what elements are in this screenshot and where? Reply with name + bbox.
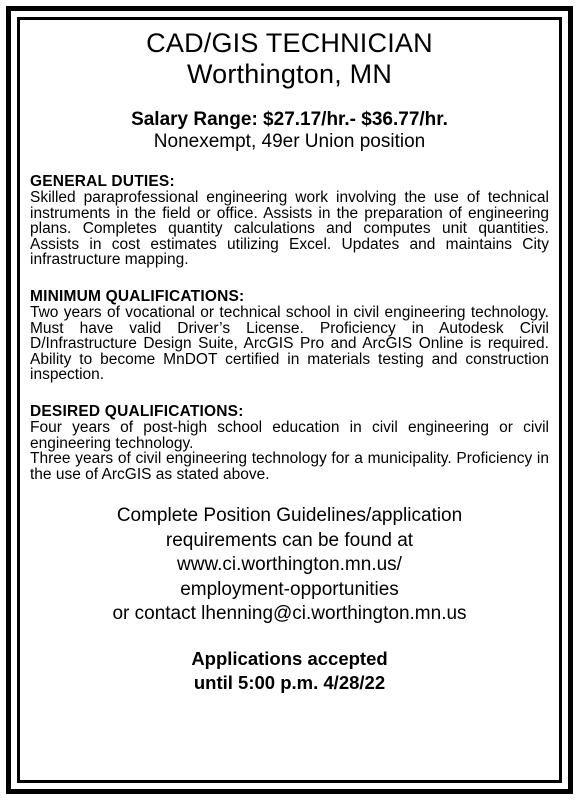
desired-qualifications-section (30, 403, 549, 482)
salary-range: Salary Range: $27.17/hr.- $36.77/hr. (131, 109, 448, 130)
minimum-qualifications-heading: MINIMUM QUALIFICATIONS: (30, 287, 245, 305)
contact-line-1: Complete Position Guidelines/application (116, 505, 463, 527)
contact-email-line[interactable]: or contact lhenning@ci.worthington.mn.us (112, 603, 467, 625)
general-duties-heading: GENERAL DUTIES: (30, 173, 175, 190)
job-title-position: CAD/GIS TECHNICIAN (146, 28, 433, 58)
contact-line-2: requirements can be found at (165, 529, 414, 551)
minimum-qualifications-text: Two years of vocational or technical school in civil engineering technology. Must have valid Driver’s License. Proficiency in Autodesk Civil D/Infrastructure Design Suite, ArcGIS Pro and ArcGIS Online is required. Ability to become MnDOT certified in materials testing and construction inspection. (30, 303, 549, 384)
desired-qualifications-text-2: Three years of civil engineering technology for a municipality. Proficiency in the use of ArcGIS as stated above. (30, 450, 549, 483)
desired-qualifications-heading: DESIRED QUALIFICATIONS: (30, 402, 244, 420)
website-url-line-1[interactable]: www.ci.worthington.mn.us/ (177, 554, 402, 576)
website-url-line-2[interactable]: employment-opportunities (180, 578, 399, 600)
deadline-line-1: Applications accepted (191, 647, 388, 669)
job-title-location: Worthington, MN (186, 59, 393, 89)
job-posting (30, 28, 549, 770)
general-duties-section (30, 173, 549, 268)
contact-info (30, 504, 549, 627)
general-duties-text: Skilled paraprofessional engineering work involving the use of technical instruments in the field or office. Assists in the preparation of engineering plans. Completes quantity calculations and computes unit quantities. Assists in cost estimates utilizing Excel. Updates and maintains City infrastructure mapping. (30, 189, 549, 269)
position-status: Nonexempt, 49er Union position (153, 131, 426, 152)
minimum-qualifications-section (30, 288, 549, 383)
application-deadline (30, 647, 549, 695)
desired-qualifications-text-1: Four years of post-high school education in civil engineering or civil engineering technology. (30, 418, 549, 452)
job-title (30, 28, 549, 90)
deadline-line-2: until 5:00 p.m. 4/28/22 (193, 671, 386, 693)
